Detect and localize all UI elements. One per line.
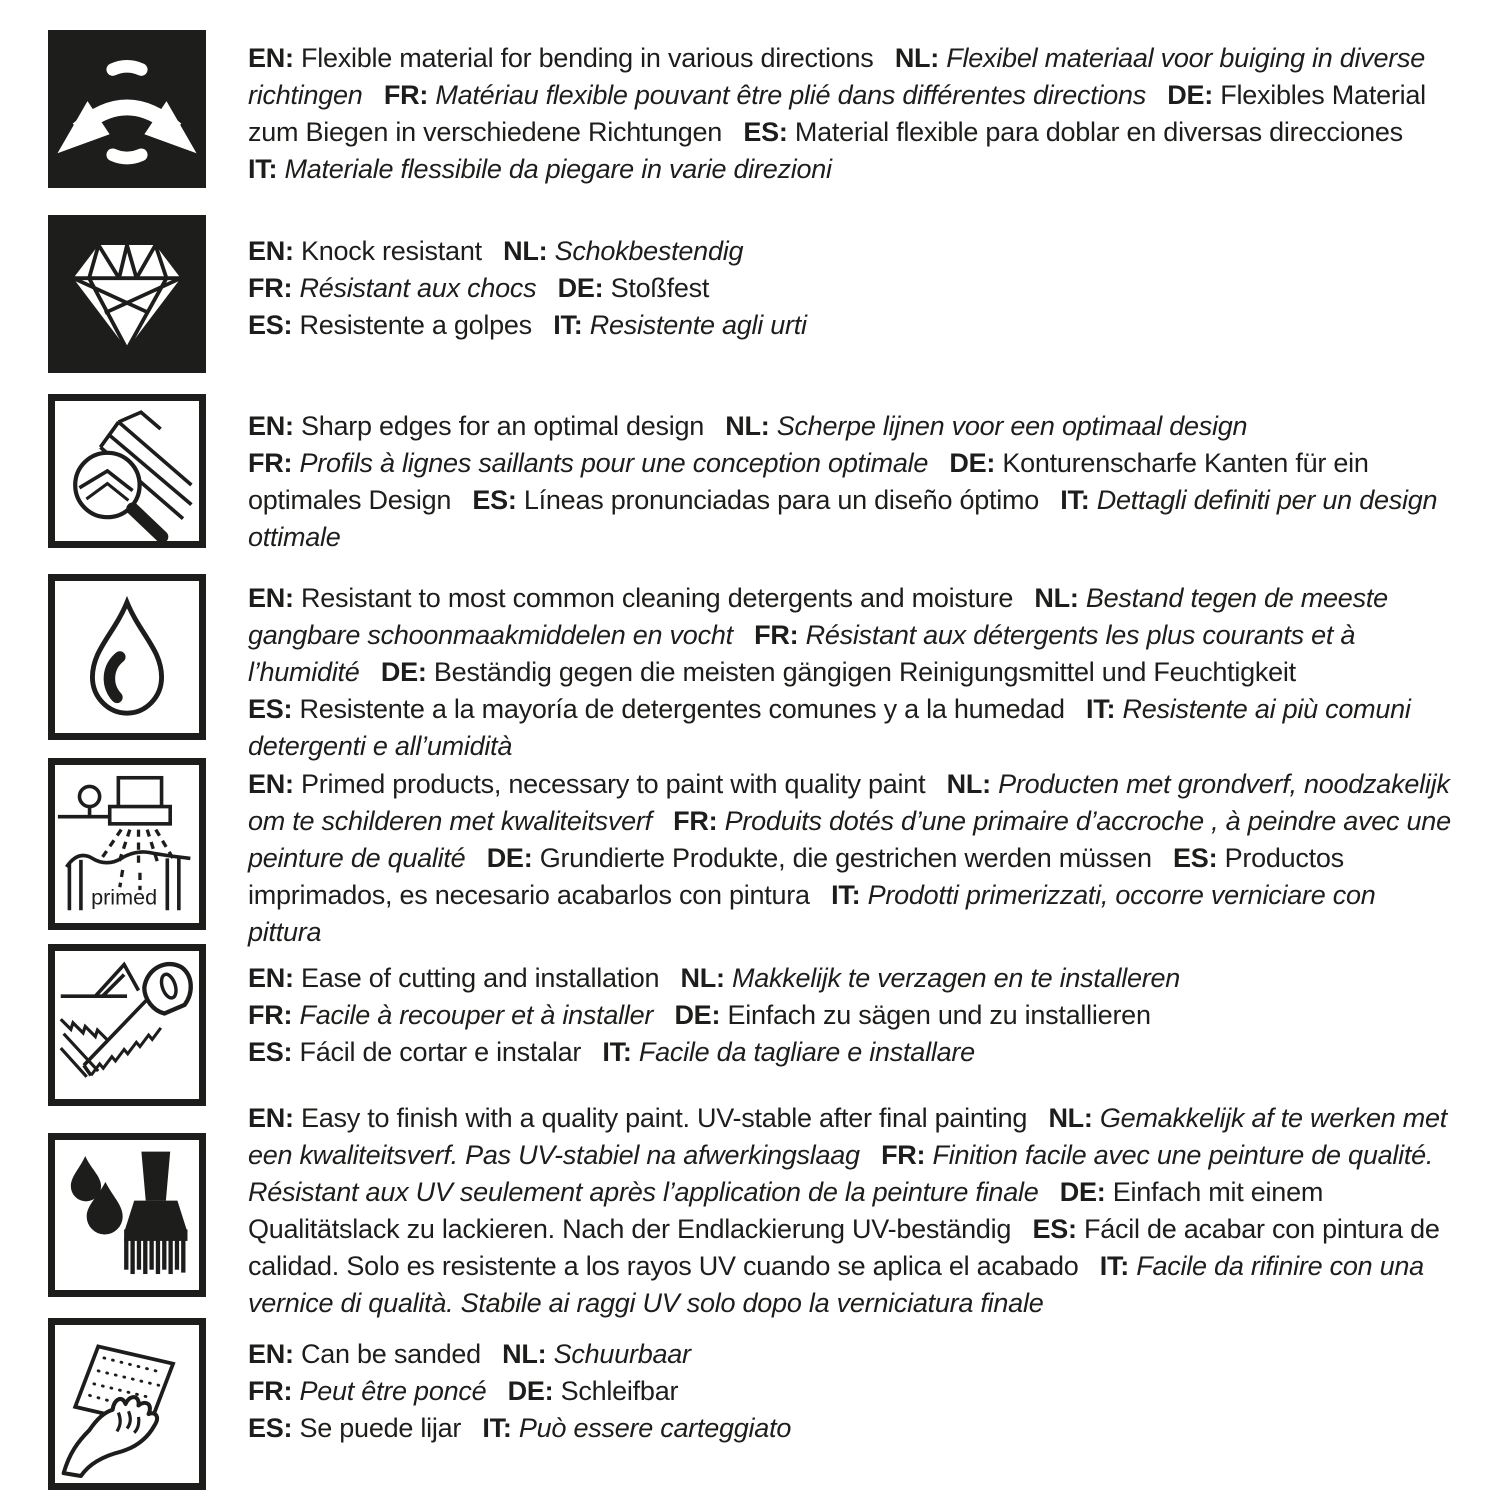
language-label: IT: bbox=[1060, 485, 1090, 515]
language-label: NL: bbox=[946, 769, 991, 799]
lang-segment-it bbox=[602, 1037, 974, 1067]
lang-segment-de bbox=[381, 657, 1296, 687]
feature-description: Se puede lijar bbox=[292, 1413, 462, 1443]
feature-description: Grundierte Produkte, die gestrichen werden müssen bbox=[532, 843, 1152, 873]
language-label: IT: bbox=[1086, 694, 1116, 724]
feature-description: Resistant to most common cleaning detergents and moisture bbox=[293, 583, 1014, 613]
language-label: NL: bbox=[502, 1339, 547, 1369]
language-label: ES: bbox=[248, 1037, 293, 1067]
sanding-hand-icon bbox=[55, 1325, 199, 1483]
lang-segment-es bbox=[743, 117, 1403, 147]
lang-segment-it bbox=[553, 310, 807, 340]
language-label: DE: bbox=[674, 1000, 721, 1030]
lang-segment-es bbox=[248, 310, 532, 340]
feature-description: Dettagli definiti per un design ottimale bbox=[248, 485, 1438, 552]
feature-description: Gemakkelijk af te werken met een kwaliteitsverf. Pas UV-stabiel na afwerkingslaag bbox=[248, 1103, 1448, 1170]
lang-segment-en bbox=[248, 1103, 1027, 1133]
sharp-edge-magnifier-icon bbox=[55, 401, 199, 541]
water-drop-icon bbox=[55, 581, 199, 733]
language-label: DE: bbox=[1167, 80, 1214, 110]
language-label: NL: bbox=[503, 236, 548, 266]
feature-description: Facile da rifinire con una vernice di qualità. Stabile ai raggi UV solo dopo la verniciatura finale bbox=[248, 1251, 1424, 1318]
feature-description: Materiale flessibile da piegare in varie direzioni bbox=[277, 154, 832, 184]
feature-description: Bestand tegen de meeste gangbare schoonmaakmiddelen en vocht bbox=[248, 583, 1388, 650]
feature-description: Fácil de acabar con pintura de calidad. Solo es resistente a los rayos UV cuando se aplica el acabado bbox=[248, 1214, 1440, 1281]
feature-description: Flexibel materiaal voor buiging in diverse richtingen bbox=[248, 43, 1426, 110]
language-label: EN: bbox=[248, 236, 294, 266]
feature-description: Résistant aux détergents les plus courants et à l’humidité bbox=[248, 620, 1356, 687]
feature-description: Fácil de cortar e instalar bbox=[292, 1037, 582, 1067]
feature-description: Flexibles Material zum Biegen in verschiedene Richtungen bbox=[248, 80, 1426, 147]
lang-segment-fr bbox=[384, 80, 1146, 110]
sharp-edge-icon-box bbox=[48, 394, 206, 548]
feature-description: Can be sanded bbox=[293, 1339, 481, 1369]
language-label: IT: bbox=[1099, 1251, 1130, 1281]
lang-segment-en bbox=[248, 411, 704, 441]
feature-text-primed bbox=[248, 766, 1463, 951]
feature-text-flexible bbox=[248, 40, 1463, 188]
language-label: EN: bbox=[248, 411, 294, 441]
feature-description: Konturenscharfe Kanten für ein optimales Design bbox=[248, 448, 1369, 515]
feature-description: Facile da tagliare e installare bbox=[631, 1037, 975, 1067]
feature-description: Líneas pronunciadas para un diseño óptimo bbox=[516, 485, 1040, 515]
lang-segment-es bbox=[248, 694, 1065, 724]
lang-segment-de bbox=[558, 273, 710, 303]
water-drop-icon-box bbox=[48, 574, 206, 740]
flex-arrows-icon-box bbox=[48, 30, 206, 188]
primed-label: primed bbox=[91, 884, 158, 910]
language-label: IT: bbox=[831, 880, 861, 910]
sanding-hand-icon-box bbox=[48, 1318, 206, 1490]
language-label: EN: bbox=[248, 1103, 294, 1133]
language-label: FR: bbox=[881, 1140, 926, 1170]
feature-description: Facile à recouper et à installer bbox=[292, 1000, 654, 1030]
feature-description: Stoßfest bbox=[603, 273, 710, 303]
language-label: EN: bbox=[248, 769, 294, 799]
language-label: ES: bbox=[248, 310, 293, 340]
paint-brush-icon-box bbox=[48, 1133, 206, 1297]
feature-description: Schuurbaar bbox=[546, 1339, 691, 1369]
paint-brush-drops-icon bbox=[55, 1140, 199, 1290]
language-label: ES: bbox=[248, 694, 293, 724]
language-label: EN: bbox=[248, 43, 294, 73]
language-label: EN: bbox=[248, 583, 294, 613]
lang-segment-de bbox=[508, 1376, 679, 1406]
diamond-icon-box bbox=[48, 215, 206, 373]
feature-description: Matériau flexible pouvant être plié dans différentes directions bbox=[428, 80, 1146, 110]
feature-text-finish-paint bbox=[248, 1100, 1463, 1322]
feature-description: Flexible material for bending in various directions bbox=[293, 43, 874, 73]
lang-segment-fr bbox=[248, 448, 928, 478]
language-label: DE: bbox=[507, 1376, 554, 1406]
language-label: FR: bbox=[754, 620, 799, 650]
lang-segment-en bbox=[248, 769, 925, 799]
lang-segment-en bbox=[248, 1339, 481, 1369]
feature-description: Primed products, necessary to paint with quality paint bbox=[293, 769, 926, 799]
feature-description: Material flexible para doblar en diversas direcciones bbox=[787, 117, 1403, 147]
lang-segment-it bbox=[248, 154, 832, 184]
language-label: ES: bbox=[1032, 1214, 1077, 1244]
lang-segment-en bbox=[248, 583, 1013, 613]
language-label: ES: bbox=[472, 485, 517, 515]
feature-description: Einfach zu sägen und zu installieren bbox=[720, 1000, 1151, 1030]
feature-description: Peut être poncé bbox=[292, 1376, 487, 1406]
language-label: IT: bbox=[553, 310, 583, 340]
feature-description: Sharp edges for an optimal design bbox=[293, 411, 705, 441]
lang-segment-en bbox=[248, 963, 659, 993]
feature-description: Schleifbar bbox=[553, 1376, 679, 1406]
feature-text-moisture bbox=[248, 580, 1463, 765]
language-label: DE: bbox=[557, 273, 604, 303]
feature-description: Prodotti primerizzati, occorre verniciare con pittura bbox=[248, 880, 1376, 947]
feature-description: Scherpe lijnen voor een optimaal design bbox=[769, 411, 1248, 441]
feature-description: Resistente agli urti bbox=[582, 310, 807, 340]
diamond-icon bbox=[48, 215, 206, 373]
lang-segment-nl bbox=[681, 963, 1180, 993]
feature-description: Knock resistant bbox=[293, 236, 482, 266]
language-label: FR: bbox=[248, 273, 293, 303]
lang-segment-it bbox=[482, 1413, 791, 1443]
feature-description: Resistente a la mayoría de detergentes comunes y a la humedad bbox=[292, 694, 1065, 724]
language-label: EN: bbox=[248, 963, 294, 993]
lang-segment-nl bbox=[503, 236, 743, 266]
language-label: FR: bbox=[673, 806, 718, 836]
language-label: DE: bbox=[949, 448, 996, 478]
feature-text-knock-resistant bbox=[248, 233, 1463, 344]
language-label: ES: bbox=[1173, 843, 1218, 873]
feature-description: Schokbestendig bbox=[547, 236, 744, 266]
hand-saw-icon-box bbox=[48, 944, 206, 1106]
lang-segment-de bbox=[487, 843, 1152, 873]
lang-segment-fr bbox=[248, 273, 536, 303]
language-label: EN: bbox=[248, 1339, 294, 1369]
primer-spray-icon bbox=[55, 765, 199, 923]
language-label: DE: bbox=[1059, 1177, 1106, 1207]
feature-text-sharp-edges bbox=[248, 408, 1463, 556]
feature-description: Può essere carteggiato bbox=[511, 1413, 792, 1443]
language-label: IT: bbox=[482, 1413, 512, 1443]
feature-description: Profils à lignes saillants pour une conception optimale bbox=[292, 448, 929, 478]
feature-text-sanded bbox=[248, 1336, 1463, 1447]
feature-description: Makkelijk te verzagen en te installeren bbox=[724, 963, 1180, 993]
feature-description: Beständig gegen die meisten gängigen Reinigungsmittel und Feuchtigkeit bbox=[426, 657, 1296, 687]
hand-saw-icon bbox=[55, 951, 199, 1099]
language-label: NL: bbox=[894, 43, 940, 73]
lang-segment-nl bbox=[725, 411, 1247, 441]
feature-description: Finition facile avec une peinture de qualité. Résistant aux UV seulement après l’application de la peinture finale bbox=[248, 1140, 1434, 1207]
lang-segment-en bbox=[248, 43, 874, 73]
feature-description: Productos imprimados, es necesario acabarlos con pintura bbox=[248, 843, 1344, 910]
lang-segment-es bbox=[472, 485, 1039, 515]
language-label: NL: bbox=[725, 411, 770, 441]
lang-segment-es bbox=[248, 1037, 581, 1067]
feature-description: Produits dotés d’une primaire d’accroche , à peindre avec une peinture de qualité bbox=[248, 806, 1451, 873]
language-label: FR: bbox=[248, 1376, 293, 1406]
language-label: DE: bbox=[380, 657, 427, 687]
flex-arrows-icon bbox=[48, 30, 206, 188]
feature-description: Ease of cutting and installation bbox=[293, 963, 660, 993]
language-label: IT: bbox=[248, 154, 278, 184]
feature-description: Resistente a golpes bbox=[292, 310, 532, 340]
language-label: NL: bbox=[680, 963, 725, 993]
lang-segment-fr bbox=[248, 1376, 486, 1406]
language-label: IT: bbox=[602, 1037, 632, 1067]
feature-description: Einfach mit einem Qualitätslack zu lackieren. Nach der Endlackierung UV-beständig bbox=[248, 1177, 1324, 1244]
feature-description: Easy to finish with a quality paint. UV-stable after final painting bbox=[293, 1103, 1028, 1133]
language-label: ES: bbox=[743, 117, 788, 147]
feature-description: Resistente ai più comuni detergenti e all’umidità bbox=[248, 694, 1411, 761]
primer-spray-icon-box bbox=[48, 758, 206, 930]
feature-text-cutting bbox=[248, 960, 1463, 1071]
language-label: NL: bbox=[1048, 1103, 1093, 1133]
language-label: DE: bbox=[486, 843, 533, 873]
language-label: FR: bbox=[248, 448, 293, 478]
language-label: ES: bbox=[248, 1413, 293, 1443]
lang-segment-de bbox=[674, 1000, 1150, 1030]
lang-segment-es bbox=[248, 1413, 461, 1443]
lang-segment-en bbox=[248, 236, 482, 266]
feature-description: Producten met grondverf, noodzakelijk om te schilderen met kwaliteitsverf bbox=[248, 769, 1450, 836]
language-label: NL: bbox=[1034, 583, 1079, 613]
language-label: FR: bbox=[383, 80, 429, 110]
feature-description: Résistant aux chocs bbox=[292, 273, 537, 303]
lang-segment-fr bbox=[248, 1000, 653, 1030]
lang-segment-nl bbox=[502, 1339, 691, 1369]
language-label: FR: bbox=[248, 1000, 293, 1030]
